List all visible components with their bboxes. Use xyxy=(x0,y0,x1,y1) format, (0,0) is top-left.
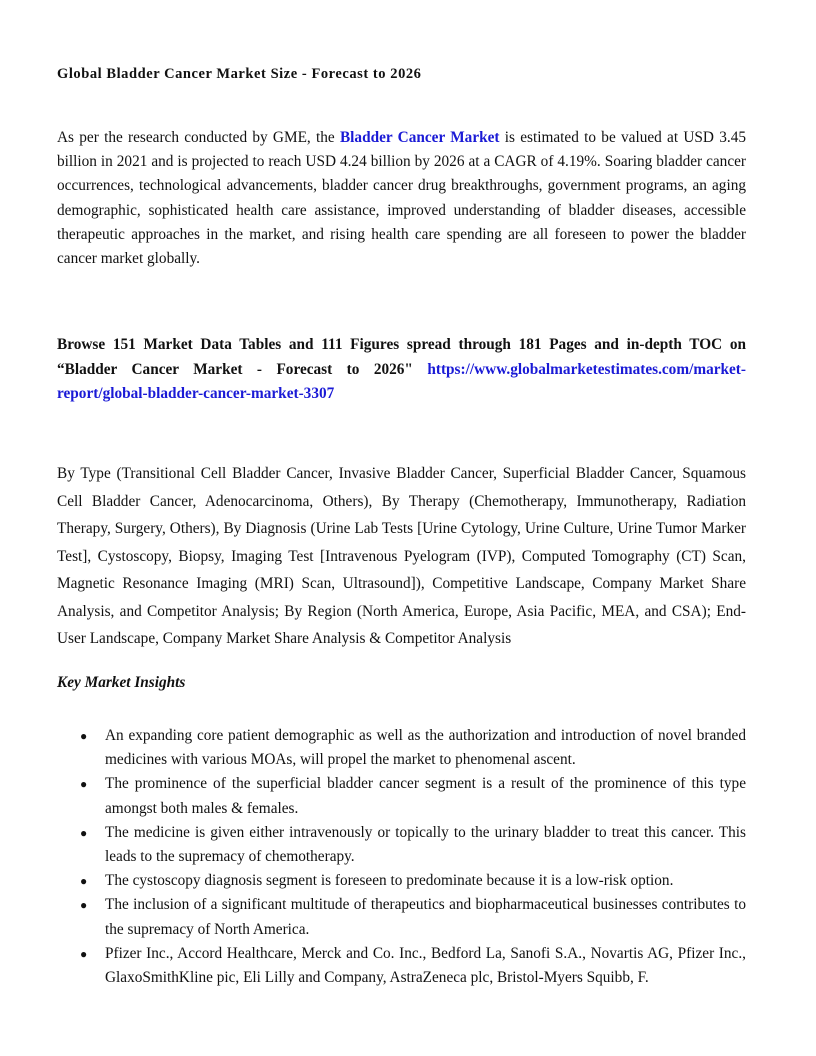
bullet-icon: ● xyxy=(80,874,88,889)
browse-text: Browse 151 Market Data Tables and 111 Figures spread through 181 Pages and in-depth TOC on “Bladder Cancer Market - Forecast to 2026" xyxy=(57,336,746,378)
bullet-icon: ● xyxy=(80,729,88,743)
report-url-link[interactable]: https://www.globalmarketestimates.com/market-report/global-bladder-cancer-market-3307 xyxy=(57,360,746,403)
bullet-icon: ● xyxy=(80,825,88,840)
intro-paragraph xyxy=(57,126,746,271)
list-item: ● An expanding core patient demographic as well as the authorization and introduction of novel branded medicines with various MOAs, will propel the market to phenomenal ascent. xyxy=(57,724,746,772)
list-item: ● The cystoscopy diagnosis segment is foreseen to predominate because it is a low-risk option. xyxy=(57,869,746,893)
browse-paragraph xyxy=(57,333,746,407)
bullet-icon: ● xyxy=(80,898,88,913)
key-market-insights-heading: Key Market Insights xyxy=(57,674,186,691)
document-title: Global Bladder Cancer Market Size - Forecast to 2026 xyxy=(57,66,422,82)
bullet-icon: ● xyxy=(80,777,88,792)
bladder-cancer-market-link[interactable]: Bladder Cancer Market xyxy=(339,129,500,146)
intro-text-after: is estimated to be valued at USD 3.45 billion in 2021 and is projected to reach USD 4.24 billion by 2026 at a CAGR of 4.19%. Soaring bladder cancer occurrences, technological advancements, bladder cancer drug breakthroughs, government programs, an aging demographic, sophisticated health care assistance, improved understanding of bladder diseases, accessible therapeutic approaches in the market, and rising health care spending are all foreseen to power the bladder cancer market globally. xyxy=(57,129,746,268)
list-item: ● The prominence of the superficial bladder cancer segment is a result of the prominence of this type amongst both males & females. xyxy=(57,772,746,820)
list-item: ● Pfizer Inc., Accord Healthcare, Merck and Co. Inc., Bedford La, Sanofi S.A., Novartis AG, Pfizer Inc., GlaxoSmithKline pic, Eli Lilly and Company, AstraZeneca plc, Bristol-Myers Squibb, F. xyxy=(57,942,746,990)
bullet-icon: ● xyxy=(80,946,88,961)
segmentation-paragraph: By Type (Transitional Cell Bladder Cancer, Invasive Bladder Cancer, Superficial Bladder Cancer, Squamous Cell Bladder Cancer, Adenocarcinoma, Others), By Therapy (Chemotherapy, Immunotherapy, Radiation Therapy, Surgery, Others), By Diagnosis (Urine Lab Tests [Urine Cytology, Urine Culture, Urine Tumor Marker Test], Cystoscopy, Biopsy, Imaging Test [Intravenous Pyelogram (IVP), Computed Tomography (CT) Scan, Magnetic Resonance Imaging (MRI) Scan, Ultrasound]), Competitive Landscape, Company Market Share Analysis, and Competitor Analysis; By Region (North America, Europe, Asia Pacific, MEA, and CSA); End-User Landscape, Company Market Share Analysis & Competitor Analysis xyxy=(57,465,746,647)
insights-list xyxy=(57,724,746,990)
list-item: ● The medicine is given either intravenously or topically to the urinary bladder to treat this cancer. This leads to the supremacy of chemotherapy. xyxy=(57,821,746,869)
list-item: ● The inclusion of a significant multitude of therapeutics and biopharmaceutical businesses contributes to the supremacy of North America. xyxy=(57,893,746,941)
intro-text-before: As per the research conducted by GME, the xyxy=(57,129,340,146)
